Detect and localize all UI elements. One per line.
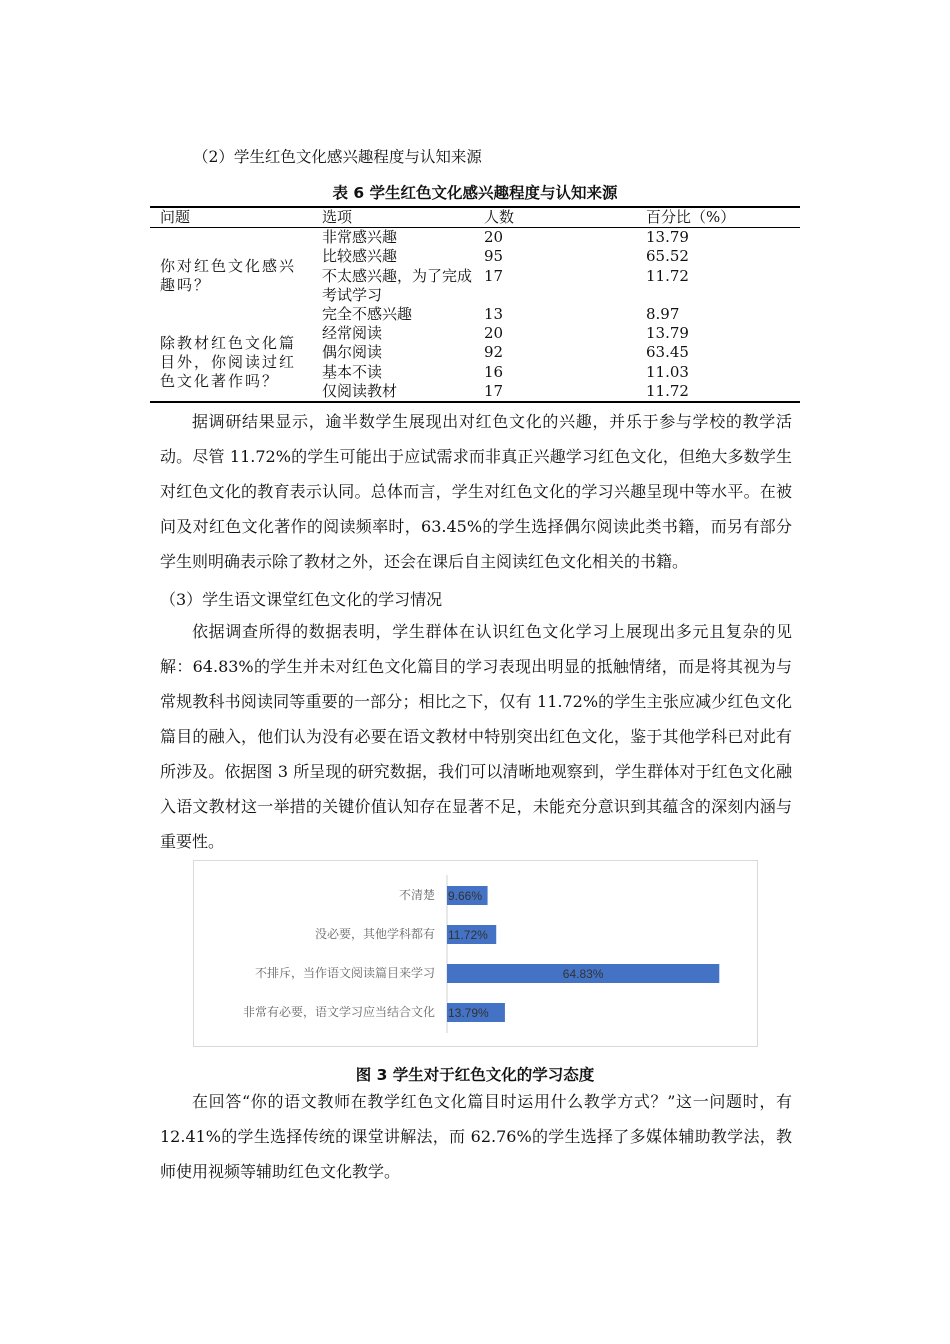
option-cell: 完全不感兴趣 <box>322 305 413 324</box>
data-label: 9.66% <box>448 889 483 903</box>
count-cell: 92 <box>484 343 504 362</box>
count-cell: 20 <box>484 228 504 247</box>
paragraph: 依据调查所得的数据表明，学生群体在认识红色文化学习上展现出多元且复杂的见解：64.83%的学生并未对红色文化篇目的学习表现出明显的抵触情绪，而是将其视为与常规教科书阅读同等重要的一部分；相比之下，仅有 11.72%的学生主张应减少红色文化篇目的融入，他们认为没有必要在语文教材中特别突出红色文化，鉴于其他学科已对此有所涉及。依据图 3 所呈现的研究数据，我们可以清晰地观察到，学生群体对于红色文化融入语文教材这一举措的关键价值认知存在显著不足，未能充分意识到其蕴含的深刻内涵与重要性。 <box>160 622 792 851</box>
percent-cell: 65.52 <box>646 247 689 266</box>
header-question: 问题 <box>150 207 312 228</box>
option-cell: 仅阅读教材 <box>322 381 398 400</box>
table-row <box>150 228 800 248</box>
attitude-bar-chart <box>193 860 758 1047</box>
data-label: 13.79% <box>448 1006 489 1020</box>
survey-table <box>150 206 800 403</box>
count-cell: 95 <box>484 247 504 266</box>
option-cell: 不太感兴趣，为了完成考试学习 <box>322 266 473 304</box>
option-cell: 经常阅读 <box>322 324 383 343</box>
option-cell: 非常感兴趣 <box>322 228 398 247</box>
data-label: 11.72% <box>448 928 488 942</box>
table-row <box>150 324 800 343</box>
figure-caption: 图 3 学生对于红色文化的学习态度 <box>355 1066 595 1084</box>
option-cell: 比较感兴趣 <box>322 247 398 266</box>
percent-cell: 11.72 <box>646 381 689 400</box>
count-cell: 20 <box>484 324 504 343</box>
data-label: 64.83% <box>562 967 604 981</box>
category-label: 不清楚 <box>398 888 435 902</box>
table-header-row <box>150 207 800 228</box>
section-heading: （3）学生语文课堂红色文化的学习情况 <box>160 590 443 609</box>
percent-cell: 13.79 <box>646 228 689 247</box>
percent-cell: 8.97 <box>646 305 680 324</box>
percent-cell: 63.45 <box>646 343 689 362</box>
section-heading: （2）学生红色文化感兴趣程度与认知来源 <box>193 148 482 166</box>
percent-cell: 13.79 <box>646 324 689 343</box>
question-cell: 你对红色文化感兴趣吗？ <box>160 257 297 295</box>
question-cell: 除教材红色文化篇目外，你阅读过红色文化著作吗？ <box>160 333 297 391</box>
count-cell: 17 <box>484 381 504 400</box>
percent-cell: 11.03 <box>646 362 689 381</box>
percent-cell: 11.72 <box>646 266 689 285</box>
table-caption: 表 6 学生红色文化感兴趣程度与认知来源 <box>332 184 618 202</box>
category-label: 没必要，其他学科都有 <box>314 927 435 941</box>
count-cell: 13 <box>484 305 504 324</box>
count-cell: 16 <box>484 362 504 381</box>
category-label: 不排斥，当作语文阅读篇目来学习 <box>254 966 435 980</box>
header-option: 选项 <box>312 207 474 228</box>
paragraph: 据调研结果显示，逾半数学生展现出对红色文化的兴趣，并乐于参与学校的教学活动。尽管 11.72%的学生可能出于应试需求而非真正兴趣学习红色文化，但绝大多数学生对红色文化的教育表示认同。总体而言，学生对红色文化的学习兴趣呈现中等水平。在被问及对红色文化著作的阅读频率时，63.45%的学生选择偶尔阅读此类书籍，而另有部分学生则明确表示除了教材之外，还会在课后自主阅读红色文化相关的书籍。 <box>160 412 792 571</box>
option-cell: 基本不读 <box>322 362 383 381</box>
header-count: 人数 <box>474 207 636 228</box>
header-percent: 百分比（%） <box>636 207 800 228</box>
category-label: 非常有必要，语文学习应当结合文化 <box>242 1005 435 1019</box>
paragraph: 在回答“你的语文教师在教学红色文化篇目时运用什么教学方式？”这一问题时，有 12.41%的学生选择传统的课堂讲解法，而 62.76%的学生选择了多媒体辅助教学法，教师使用视频等辅助红色文化教学。 <box>160 1092 792 1181</box>
option-cell: 偶尔阅读 <box>322 343 383 362</box>
count-cell: 17 <box>484 266 504 285</box>
